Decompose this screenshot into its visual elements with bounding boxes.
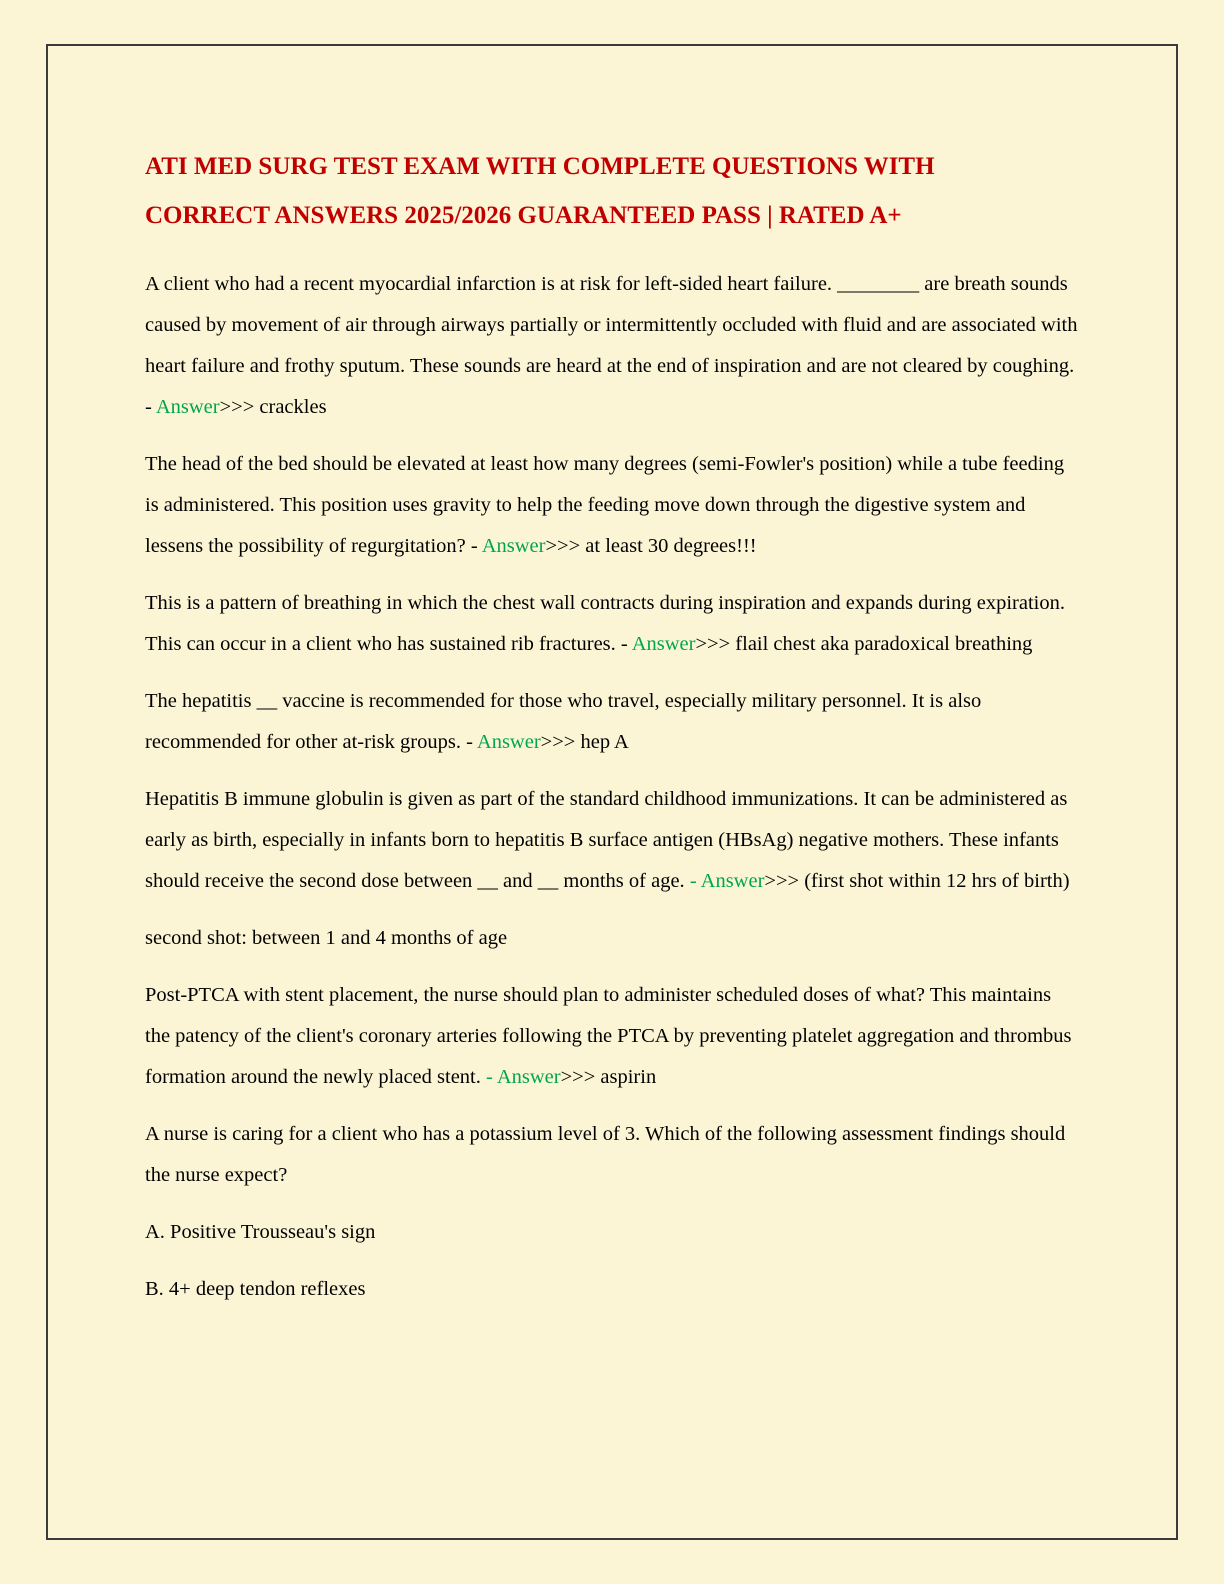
document-title <box>145 142 1081 240</box>
paragraph <box>145 1269 1081 1310</box>
answer-label: Answer <box>476 731 541 753</box>
paragraph <box>145 264 1081 428</box>
document-content <box>145 142 1081 1326</box>
paragraph-text: >>> flail chest aka paradoxical breathing <box>695 633 1033 655</box>
paragraph-text: second shot: between 1 and 4 months of age <box>145 927 508 949</box>
paragraph-text: Hepatitis B immune globulin is given as part of the standard childhood immunizations. It can be administered as early as birth, especially in infants born to hepatitis B surface antigen (HBsAg) negative mothers. These infants should receive the second dose between __ and __ months of age. <box>145 788 1068 892</box>
paragraph <box>145 681 1081 763</box>
paragraphs-container <box>145 264 1081 1310</box>
title-line-1: ATI MED SURG TEST EXAM WITH COMPLETE QUESTIONS WITH <box>145 153 935 180</box>
paragraph <box>145 918 1081 959</box>
paragraph <box>145 1114 1081 1196</box>
paragraph <box>145 779 1081 902</box>
paragraph-text: >>> crackles <box>219 396 327 418</box>
title-line-2: CORRECT ANSWERS 2025/2026 GUARANTEED PASS | RATED A+ <box>145 202 902 229</box>
answer-label: - Answer <box>486 1066 561 1088</box>
paragraph-text: A client who had a recent myocardial infarction is at risk for left-sided heart failure. ________ are breath sounds caused by movement of air through airways partially or intermittently occluded with fluid and are associated with heart failure and frothy sputum. These sounds are heard at the end of inspiration and are not cleared by coughing. - <box>145 273 1078 418</box>
paragraph <box>145 1212 1081 1253</box>
paragraph-text: >>> hep A <box>540 731 629 753</box>
answer-label: Answer <box>481 535 546 557</box>
paragraph <box>145 583 1081 665</box>
paragraph-text: Post-PTCA with stent placement, the nurse should plan to administer scheduled doses of what? This maintains the patency of the client's coronary arteries following the PTCA by preventing platelet aggregation and thrombus formation around the newly placed stent. <box>145 984 1072 1088</box>
paragraph-text: The head of the bed should be elevated at least how many degrees (semi-Fowler's position) while a tube feeding is administered. This position uses gravity to help the feeding move down through the digestive system and lessens the possibility of regurgitation? - <box>145 453 1065 557</box>
paragraph-text: >>> (first shot within 12 hrs of birth) <box>764 870 1070 892</box>
paragraph <box>145 975 1081 1098</box>
paragraph-text: This is a pattern of breathing in which the chest wall contracts during inspiration and expands during expiration. This can occur in a client who has sustained rib fractures. - <box>145 592 1065 655</box>
paragraph-text: >>> at least 30 degrees!!! <box>545 535 757 557</box>
paragraph-text: B. 4+ deep tendon reflexes <box>145 1278 366 1300</box>
answer-label: Answer <box>155 396 220 418</box>
answer-label: - Answer <box>689 870 765 892</box>
paragraph-text: A nurse is caring for a client who has a potassium level of 3. Which of the following assessment findings should the nurse expect? <box>145 1123 1066 1186</box>
paragraph-text: A. Positive Trousseau's sign <box>145 1221 376 1243</box>
paragraph <box>145 444 1081 567</box>
answer-label: Answer <box>631 633 696 655</box>
paragraph-text: >>> aspirin <box>560 1066 657 1088</box>
paragraph-text: The hepatitis __ vaccine is recommended for those who travel, especially military personnel. It is also recommended for other at-risk groups. - <box>145 690 982 753</box>
page-border-frame <box>46 44 1178 1540</box>
